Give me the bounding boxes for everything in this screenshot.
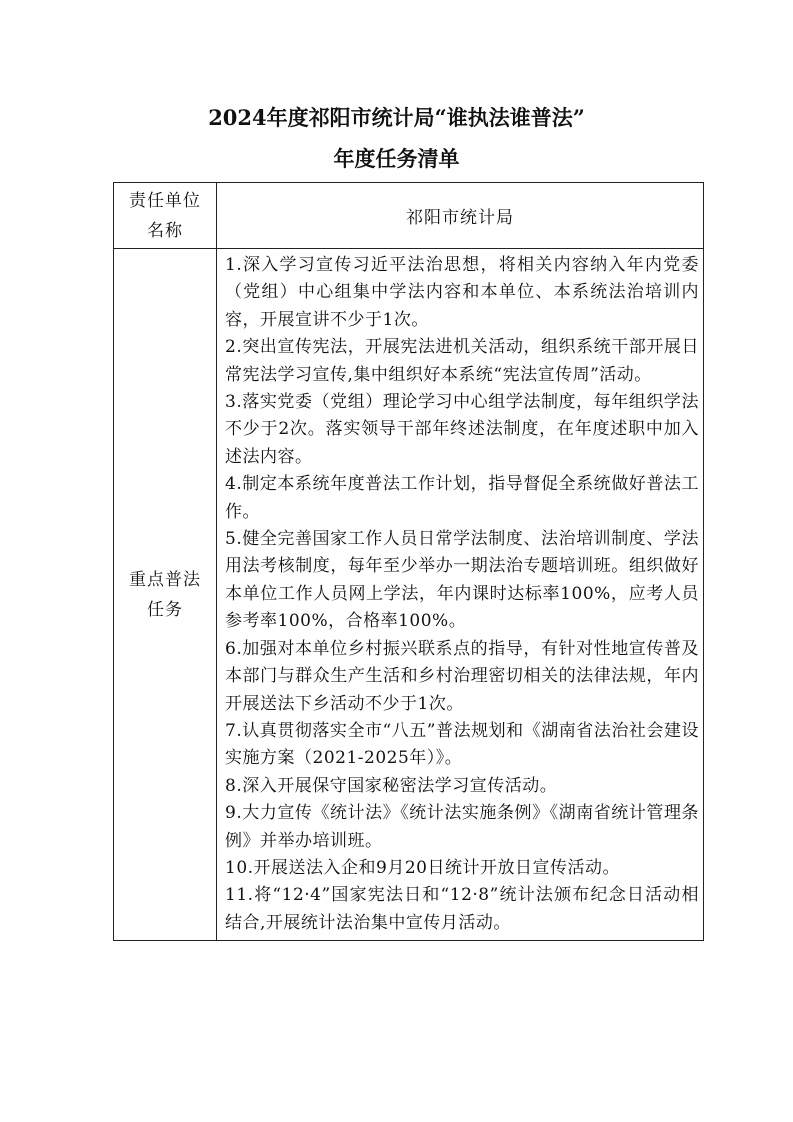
task-item-6: 6.加强对本单位乡村振兴联系点的指导，有针对性地宣传普及本部门与群众生产生活和乡村治理密切相关的法律法规，年内开展送法下乡活动不少于1次。: [225, 638, 699, 714]
task-item-2: 2.突出宣传宪法，开展宪法进机关活动，组织系统干部开展日常宪法学习宣传,集中组织好本系统“宪法宣传周”活动。: [225, 337, 699, 385]
task-item-7: 7.认真贯彻落实全市“八五”普法规划和《湖南省法治社会建设实施方案（2021-2025年）》。: [225, 720, 699, 769]
document-title-line1: 2024年度祁阳市统计局“谁执法谁普法”: [208, 105, 585, 130]
tasks-label-cell: [114, 249, 217, 941]
tasks-content-cell: [217, 249, 704, 941]
task-item-4: 4.制定本系统年度普法工作计划，指导督促全系统做好普法工作。: [225, 474, 699, 522]
tasks-label-line2: 任务: [147, 599, 183, 620]
table-row-unit: [114, 183, 704, 249]
unit-name: 祁阳市统计局: [217, 183, 704, 249]
task-item-3: 3.落实党委（党组）理论学习中心组学法制度，每年组织学法不少于2次。落实领导干部年终述法制度，在年度述职中加入述法内容。: [225, 392, 699, 467]
document-title-line2: 年度任务清单: [333, 146, 460, 171]
task-item-1: 1.深入学习宣传习近平法治思想，将相关内容纳入年内党委（党组）中心组集中学法内容和本单位、本系统法治培训内容，开展宣讲不少于1次。: [225, 255, 699, 330]
task-item-5: 5.健全完善国家工作人员日常学法制度、法治培训制度、学法用法考核制度，每年至少举办一期法治专题培训班。组织做好本单位工作人员网上学法，年内课时达标率100%，应考人员参考率100%，合格率100%。: [225, 529, 699, 632]
task-table: [113, 182, 704, 941]
tasks-label-line1: 重点普法: [129, 569, 201, 590]
unit-label-line1: 责任单位: [129, 190, 201, 211]
task-item-9: 9.大力宣传《统计法》《统计法实施条例》《湖南省统计管理条例》并举办培训班。: [225, 803, 699, 851]
task-item-8: 8.深入开展保守国家秘密法学习宣传活动。: [225, 775, 558, 796]
unit-label-cell: [114, 183, 217, 249]
table-row-tasks: [114, 249, 704, 941]
unit-label-line2: 名称: [147, 220, 183, 241]
task-item-10: 10.开展送法入企和9月20日统计开放日宣传活动。: [225, 857, 620, 878]
task-item-11: 11.将“12·4”国家宪法日和“12·8”统计法颁布纪念日活动相结合,开展统计法治集中宣传月活动。: [225, 885, 699, 933]
